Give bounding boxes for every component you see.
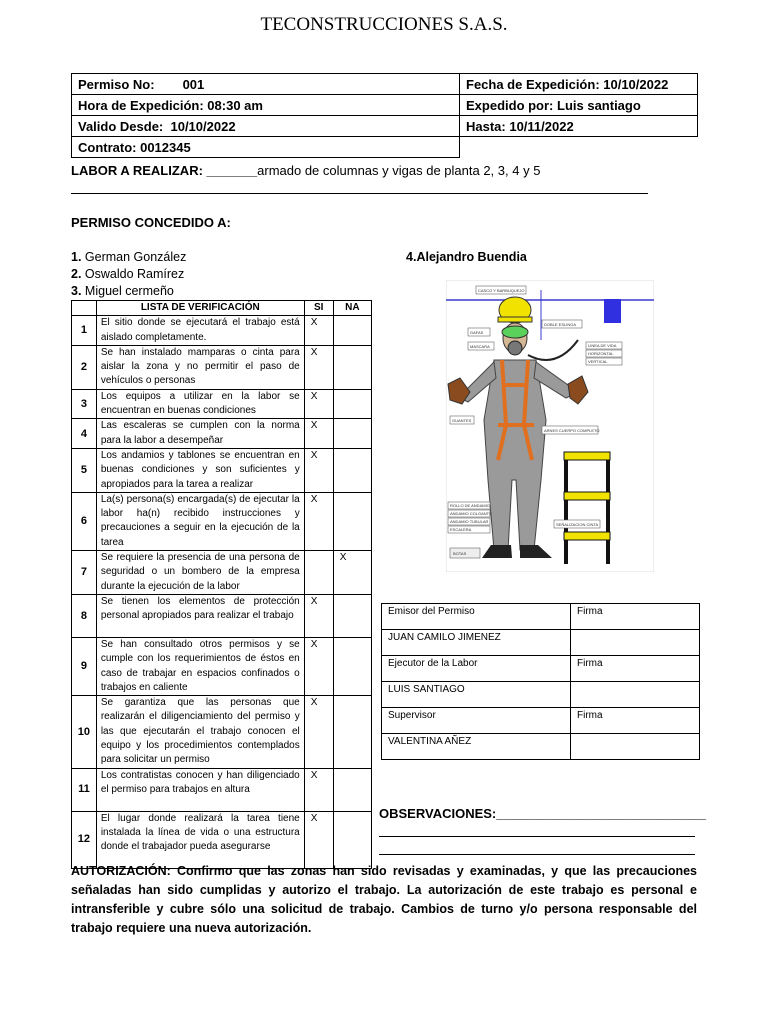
labor-value: armado de columnas y vigas de planta 2, 3, 4 y 5	[257, 163, 541, 178]
checklist-row-na	[333, 811, 371, 868]
checklist-row	[72, 389, 372, 419]
empty-cell	[460, 137, 698, 158]
label-horizontal: HORIZONTAL	[588, 351, 614, 356]
checklist-row-text: El sitio donde se ejecutará el trabajo está aislado completamente.	[96, 316, 304, 346]
checklist-row-si: X	[304, 696, 333, 768]
signature-firma	[571, 682, 700, 708]
signature-row	[382, 604, 700, 630]
label-gafas: GAFAS	[470, 330, 484, 335]
checklist-row-num: 8	[72, 594, 97, 637]
checklist-row-si: X	[304, 637, 333, 695]
checklist-row-na	[333, 768, 371, 811]
anchor-box	[604, 299, 621, 323]
checklist-row-num: 1	[72, 316, 97, 346]
signature-table	[381, 603, 700, 760]
checklist-row-na	[333, 448, 371, 492]
signature-row	[382, 656, 700, 682]
checklist-row-si: X	[304, 448, 333, 492]
autorizacion-label: AUTORIZACIÓN:	[71, 864, 171, 878]
valido-desde-label: Valido Desde:	[78, 118, 164, 134]
checklist-row-si: X	[304, 345, 333, 389]
label-vertical: VERTICAL	[588, 359, 608, 364]
checklist-row-num: 10	[72, 696, 97, 768]
labor-underline	[71, 193, 648, 194]
labor-line	[71, 163, 540, 178]
checklist-row-na	[333, 345, 371, 389]
checklist-row-text: Los contratistas conocen y han diligenciado el permiso para trabajos en altura	[96, 768, 304, 811]
signature-role: VALENTINA AÑEZ	[382, 734, 571, 760]
observaciones-line-1	[379, 836, 695, 837]
label-arnes: ARNES CUERPO COMPLETO	[544, 428, 600, 433]
autorizacion-text: Confirmo que las zonas han sido revisadas y examinadas, y que las precauciones señaladas han sido cumplidas y autorizo el trabajo. La autorización de este trabajo es personal e intransferible y cubre sólo una solicitud de trabajo. Cambios de turno y/o persona responsable del trabajo requiere una nueva autorización.	[71, 864, 697, 935]
permiso-number-cell	[72, 74, 460, 95]
signature-role: LUIS SANTIAGO	[382, 682, 571, 708]
signature-row	[382, 682, 700, 708]
signature-firma	[571, 630, 700, 656]
permit-header-table	[71, 73, 698, 158]
label-escalera: ESCALERA	[450, 527, 472, 532]
barrier-bar	[564, 532, 610, 540]
checklist-header-na: NA	[333, 301, 371, 316]
label-rollo-andamio: ROLLO DE ANDAMIO	[450, 503, 490, 508]
checklist-row-na	[333, 696, 371, 768]
signature-firma: Firma	[571, 708, 700, 734]
label-andamio-tubular: ANDAMIO TUBULAR	[450, 519, 489, 524]
checklist-row-text: Los equipos a utilizar en la labor se encuentran en buenas condiciones	[96, 389, 304, 419]
checklist-row-si: X	[304, 389, 333, 419]
mask-icon	[508, 341, 522, 355]
checklist-row-text: Se han instalado mamparas o cinta para aislar la zona y no permitir el paso de vehículos o personas	[96, 345, 304, 389]
label-andamio-colgante: ANDAMIO COLGANTE	[450, 511, 492, 516]
checklist-row-num: 12	[72, 811, 97, 868]
checklist-row-si: X	[304, 768, 333, 811]
signature-role: Ejecutor de la Labor	[382, 656, 571, 682]
checklist-header-num	[72, 301, 97, 316]
checklist-row-si: X	[304, 594, 333, 637]
checklist-row	[72, 551, 372, 595]
checklist-row-text: Los andamios y tablones se encuentran en buenas condiciones y son suficientes y apropiados para la tarea a realizar	[96, 448, 304, 492]
signature-firma: Firma	[571, 604, 700, 630]
helmet-brim	[498, 317, 532, 322]
checklist-header-item: LISTA DE VERIFICACIÓN	[96, 301, 304, 316]
checklist-row-text: La(s) persona(s) encargada(s) de ejecutar la labor ha(n) recibido instrucciones y precauciones a seguir en la ejecución de la tarea	[96, 492, 304, 550]
checklist-row-na	[333, 492, 371, 550]
permiso-concedido-label: PERMISO CONCEDIDO A:	[71, 215, 231, 230]
checklist-table	[71, 300, 372, 869]
person-2: 2. Oswaldo Ramírez	[71, 267, 185, 281]
checklist-row	[72, 316, 372, 346]
checklist-row-na	[333, 637, 371, 695]
observaciones-line-2	[379, 854, 695, 855]
checklist-row	[72, 594, 372, 637]
checklist-row	[72, 696, 372, 768]
signature-row	[382, 630, 700, 656]
person-1: 1. German González	[71, 250, 187, 264]
checklist-row-si: X	[304, 811, 333, 868]
label-casco: CASCO Y BARBUQUEJO	[478, 288, 525, 293]
label-mascara: MASCARA	[470, 344, 490, 349]
checklist-row	[72, 811, 372, 868]
checklist-row-text: Se requiere la presencia de una persona de seguridad o un bombero de la empresa durante la ejecución de la labor	[96, 551, 304, 595]
permiso-number-label: Permiso No:	[78, 76, 155, 92]
person-3: 3. Miguel cermeño	[71, 284, 174, 298]
checklist-row-na: X	[333, 551, 371, 595]
checklist-row-na	[333, 594, 371, 637]
autorizacion-paragraph	[71, 862, 697, 938]
checklist-row	[72, 768, 372, 811]
person-4: 4.Alejandro Buendia	[406, 250, 527, 264]
fecha-expedicion: Fecha de Expedición: 10/10/2022	[460, 74, 698, 95]
company-title: TECONSTRUCCIONES S.A.S.	[260, 14, 508, 35]
label-senalizacion: SEÑALIZACION CINTA	[556, 522, 599, 527]
signature-role: JUAN CAMILO JIMENEZ	[382, 630, 571, 656]
contrato: Contrato: 0012345	[72, 137, 460, 158]
checklist-row-num: 11	[72, 768, 97, 811]
checklist-row-si: X	[304, 492, 333, 550]
checklist-row-text: Se han consultado otros permisos y se cumple con los requerimientos de éstos en caso de trabajar en espacios confinados o trabajos en caliente	[96, 637, 304, 695]
barrier-bar	[564, 452, 610, 460]
checklist-row-num: 6	[72, 492, 97, 550]
checklist-row-na	[333, 419, 371, 449]
checklist-row	[72, 448, 372, 492]
label-botas: BOTAS	[453, 551, 467, 556]
label-guantes: GUANTES	[452, 418, 472, 423]
signature-row	[382, 734, 700, 760]
expedido-por: Expedido por: Luis santiago	[460, 95, 698, 116]
checklist-row	[72, 492, 372, 550]
goggles-icon	[502, 326, 528, 338]
checklist-row-num: 2	[72, 345, 97, 389]
valido-desde-cell	[72, 116, 460, 137]
checklist-header-si: SI	[304, 301, 333, 316]
checklist-row-num: 9	[72, 637, 97, 695]
barrier-post-left	[564, 452, 568, 564]
barrier-post-right	[606, 452, 610, 564]
signature-firma	[571, 734, 700, 760]
checklist-row-text: El lugar donde realizará la tarea tiene instalada la línea de vida o una estructura donde el trabajador pueda asegurarse	[96, 811, 304, 868]
valido-desde-value: 10/10/2022	[170, 118, 236, 134]
checklist-row	[72, 637, 372, 695]
barrier-bar	[564, 492, 610, 500]
permiso-number-value: 001	[182, 76, 205, 92]
signature-role: Emisor del Permiso	[382, 604, 571, 630]
ppe-illustration	[446, 280, 654, 572]
hora-expedicion: Hora de Expedición: 08:30 am	[72, 95, 460, 116]
hasta: Hasta: 10/11/2022	[460, 116, 698, 137]
checklist-row-num: 4	[72, 419, 97, 449]
checklist-row-si: X	[304, 419, 333, 449]
labor-label: LABOR A REALIZAR: _______	[71, 163, 258, 178]
label-doble-eslinga: DOBLE ESLINGA	[544, 322, 577, 327]
checklist-row-na	[333, 389, 371, 419]
checklist-row-text: Se garantiza que las personas que realizarán el diligenciamiento del permiso y las que ejecutarán el trabajo conocen el equipo y los procedimientos contemplados para solicitar un permiso	[96, 696, 304, 768]
checklist-row-text: Se tienen los elementos de protección personal apropiados para realizar el trabajo	[96, 594, 304, 637]
signature-row	[382, 708, 700, 734]
checklist-row	[72, 345, 372, 389]
observaciones-label: OBSERVACIONES:_____________________________	[379, 806, 706, 821]
checklist-row-na	[333, 316, 371, 346]
signature-role: Supervisor	[382, 708, 571, 734]
checklist-row	[72, 419, 372, 449]
checklist-row-si	[304, 551, 333, 595]
signature-firma: Firma	[571, 656, 700, 682]
checklist-row-num: 7	[72, 551, 97, 595]
checklist-row-num: 3	[72, 389, 97, 419]
checklist-row-num: 5	[72, 448, 97, 492]
checklist-row-si: X	[304, 316, 333, 346]
checklist-row-text: Las escaleras se cumplen con la norma para la labor a desempeñar	[96, 419, 304, 449]
label-linea-de-vida: LINEA DE VIDA	[588, 343, 617, 348]
